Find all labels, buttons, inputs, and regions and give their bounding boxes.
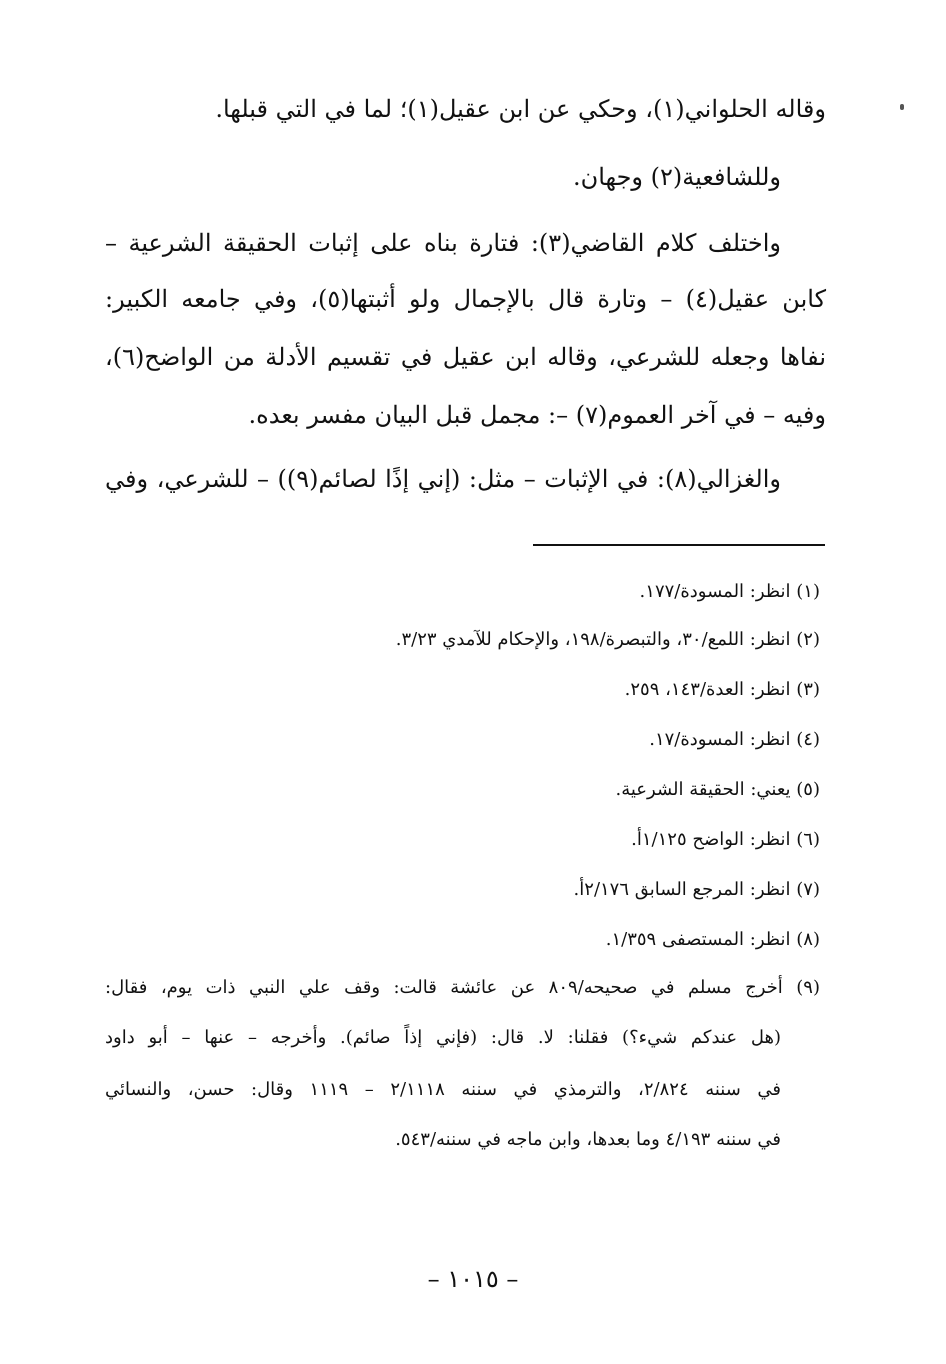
footnote: (٤) انظر: المسودة/١٧. [649, 729, 820, 750]
footnote-continuation: (هل عندكم شيء؟) فقلنا: لا. قال: (فإني إذاً صائم). وأخرجه – عنها – أبو داود [105, 1027, 781, 1048]
footnote: (٥) يعني: الحقيقة الشرعية. [615, 779, 820, 800]
main-text-line: واختلف كلام القاضي(٣): فتارة بناه على إثبات الحقيقة الشرعية – [105, 229, 781, 257]
footnote: (٨) انظر: المستصفى ١/٣٥٩. [605, 929, 820, 950]
footnote-divider [533, 544, 825, 546]
footnote: (٢) انظر: اللمع/٣٠، والتبصرة/١٩٨، والإحكام للآمدي ٣/٢٣. [395, 629, 820, 650]
main-text-line: كابن عقيل(٤) – وتارة قال بالإجمال ولو أثبتها(٥)، وفي جامعه الكبير: [105, 285, 826, 313]
scan-speck [900, 104, 904, 110]
footnote: (٦) انظر: الواضح ١/١٢٥أ. [631, 829, 820, 850]
page-number: – ١٠١٥ – [427, 1265, 519, 1293]
footnote: (١) انظر: المسودة/١٧٧. [639, 581, 820, 602]
footnote: (٩) أخرج مسلم في صحيحه/٨٠٩ عن عائشة قالت: وقف علي النبي ذات يوم، فقال: [105, 977, 820, 998]
main-text-line: وفيه – في آخر العموم(٧) –: مجمل قبل البيان مفسر بعده. [248, 401, 826, 429]
main-text-line: نفاها وجعله للشرعي، وقاله ابن عقيل في تقسيم الأدلة من الواضح(٦)، [105, 343, 826, 371]
footnote-continuation: في سننه ٤/١٩٣ وما بعدها، وابن ماجه في سننه/٥٤٣. [395, 1129, 781, 1150]
footnote-continuation: في سننه ٢/٨٢٤، والترمذي في سننه ٢/١١١٨ – ١١١٩ وقال: حسن، والنسائي [105, 1079, 781, 1100]
main-text-line: والغزالي(٨): في الإثبات – مثل: (إني إذًا لصائم(٩)) – للشرعي، وفي [105, 465, 781, 493]
main-text-line: وللشافعية(٢) وجهان. [572, 163, 781, 191]
main-text-line: وقاله الحلواني(١)، وحكي عن ابن عقيل(١)؛ لما في التي قبلها. [215, 95, 826, 123]
footnote: (٧) انظر: المرجع السابق ٢/١٧٦أ. [573, 879, 820, 900]
footnote: (٣) انظر: العدة/١٤٣، ٢٥٩. [624, 679, 820, 700]
